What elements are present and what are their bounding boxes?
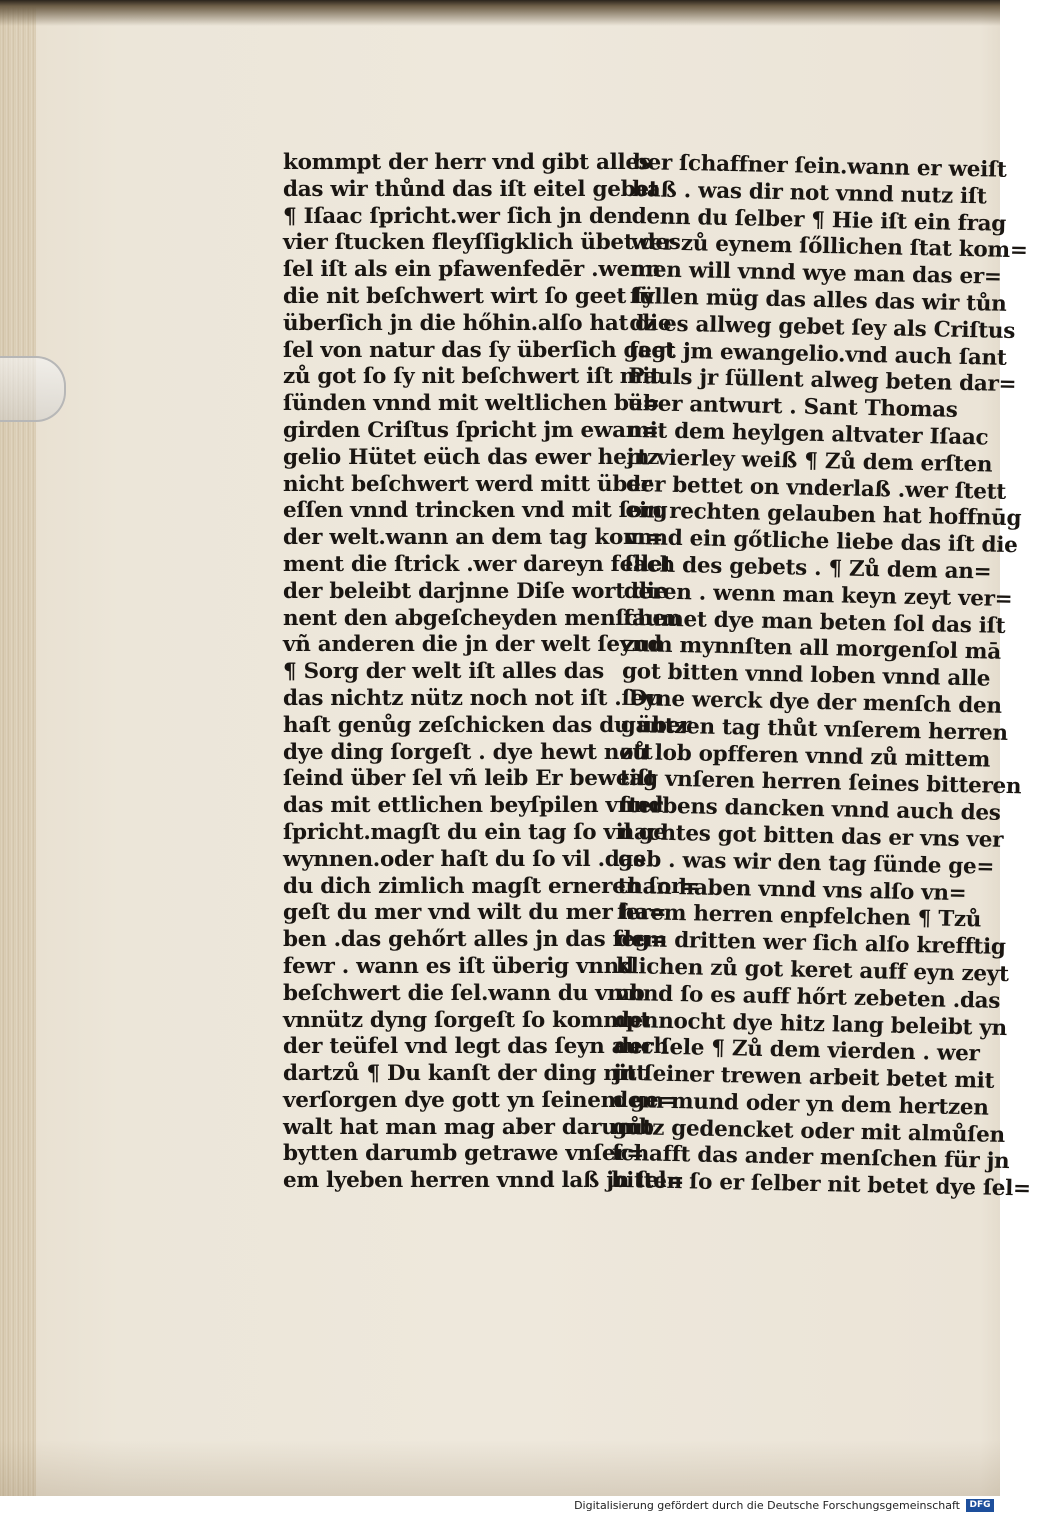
text-line: vnnd ein gőtliche liebe das iſt die: [624, 525, 1018, 559]
text-line: du dich zimlich magſt erneren ſor=: [283, 873, 700, 899]
text-line: walt hat man mag aber darumb: [283, 1114, 654, 1140]
text-line: dem mund oder yn dem hertzen: [612, 1087, 989, 1121]
text-line: nachtes got bitten das er vns ver: [618, 819, 1004, 853]
text-line: der ſele ¶ Zů dem vierden . wer: [613, 1034, 980, 1067]
text-line: vnnd ſo es auff hőrt zebeten .das: [615, 980, 1001, 1014]
text-line: überſich jn die hőhin.alſo hat die: [283, 310, 672, 336]
text-line: Pauls jr ſüllent alweg beten dar=: [627, 364, 1017, 398]
text-line: zum mynnſten all morgenſol mā: [622, 632, 1002, 666]
text-line: ſach des gebets . ¶ Zů dem an=: [624, 551, 992, 585]
text-line: ber ſchaffner ſein.wann er weiſt: [632, 150, 1007, 183]
text-line: ſaumet dye man beten ſol das iſt: [622, 605, 1006, 639]
dfg-logo: DFG: [966, 1499, 994, 1512]
text-line: gantzen tag thůt vnſerem herren: [620, 712, 1008, 746]
text-line: gůtz gedencket oder mit almůſen: [612, 1114, 1006, 1148]
text-line: gelio Hütet eüch das ewer hertz: [283, 444, 660, 470]
text-line: klichen zů got keret auff eyn zeyt: [615, 953, 1009, 987]
text-line: ſerem herren enpfelchen ¶ Tzů: [616, 900, 982, 933]
text-line: ein rechten gelauben hat hoffnūg: [625, 498, 1022, 532]
text-line: dz es allweg gebet ſey als Criſtus: [629, 310, 1016, 344]
text-line: ¶ Iſaac ſpricht.wer ſich jn den: [283, 203, 633, 229]
text-line: ſünden vnnd mit weltlichen be=: [283, 391, 660, 417]
text-line: than haben vnnd vns alſo vn=: [617, 873, 967, 906]
text-line: verſorgen dye gott yn ſeinem ge=: [283, 1087, 677, 1113]
text-line: geb . was wir den tag ſünde ge=: [617, 846, 995, 880]
text-line: der beleibt darjnne Diſe wort die: [283, 578, 668, 604]
text-line: ſeind über ſel vñ leib Er beweiſt: [283, 766, 656, 792]
text-line: die nit beſchwert wirt ſo geet ſy: [283, 283, 655, 309]
text-line: ben .das gehőrt alles jn das feg=: [283, 927, 668, 953]
text-line: vnnütz dyng ſorgeſt ſo kommpt: [283, 1007, 651, 1033]
text-line: mit dem heylgen altvater Iſaac: [626, 417, 989, 451]
text-line: denn du ſelber ¶ Hie iſt ein frag: [631, 203, 1007, 237]
text-line: ¶ Sorg der welt iſt alles das: [283, 659, 604, 685]
text-line: ſagt jm ewangelio.vnd auch ſant: [628, 337, 1007, 371]
text-line: das mit ettlichen beyſpilen vnnd: [283, 793, 664, 819]
text-line: nicht beſchwert werd mitt über: [283, 471, 652, 497]
page-edges: [0, 0, 36, 1496]
text-line: ſeyne werck dye der menſch den: [621, 685, 1002, 719]
text-line: ſel iſt als ein pfawenfedēr .wenn: [283, 257, 661, 283]
text-line: deren . wenn man keyn zeyt ver=: [623, 578, 1013, 612]
text-line: der welt.wann an dem tag kom=: [283, 525, 664, 551]
page-bottom-shade: [0, 1440, 1000, 1496]
text-line: wer zů eynem ſőllichen ſtat kom=: [630, 230, 1028, 264]
text-line: füllen müg das alles das wir tůn: [629, 283, 1007, 317]
text-line: jn vierley weiß ¶ Zů dem erſten: [626, 444, 993, 478]
text-line: der teüfel vnd legt das ſeyn auch: [283, 1034, 669, 1060]
text-line: got bitten vnnd loben vnnd alle: [621, 659, 991, 692]
page-top-shadow: [0, 0, 1000, 26]
text-line: bytten darumb getrawe vnſer=: [283, 1141, 644, 1167]
text-line: ment die ſtrick .wer dareyn fellet: [283, 551, 672, 577]
text-line: em lyeben herren vnnd laß jn ſel=: [283, 1168, 685, 1194]
text-line: bitten ſo er ſelber nit betet dye ſel=: [611, 1168, 1031, 1202]
text-line: ſchafft das ander menſchen für jn: [611, 1141, 1010, 1175]
text-line: dartzů ¶ Du kanſt der ding nitt: [283, 1061, 646, 1087]
text-line: ſpricht.magſt du ein tag ſo vil ge: [283, 819, 667, 845]
text-line: girden Criſtus ſpricht jm ewan=: [283, 417, 659, 443]
text-line: vier ſtucken fleyſſigklich übet.des: [283, 230, 681, 256]
text-line: eſſen vnnd trincken vnd mit ſorg: [283, 498, 668, 524]
text-line: fewr . wann es iſt überig vnnd: [283, 953, 634, 979]
text-line: nent den abgeſcheyden menſchen: [283, 605, 682, 631]
text-line: dennocht dye hitz lang beleibt yn: [614, 1007, 1008, 1041]
text-column-right: [611, 150, 1031, 1202]
footer-credit: Digitalisierung gefördert durch die Deutsche Forschungsgemeinschaft: [574, 1499, 960, 1512]
text-line: dye ding ſorgeſt . dye hewt nott: [283, 739, 653, 765]
text-line: geſt du mer vnd wilt du mer ha=: [283, 900, 667, 926]
text-line: der bettet on vnderlaß .wer ſtett: [625, 471, 1007, 505]
text-line: men will vnnd wye man das er=: [630, 257, 1002, 290]
text-line: das nichtz nütz noch not iſt . Du: [283, 685, 663, 711]
text-column-left: [283, 150, 700, 1195]
book-clip: [0, 356, 66, 422]
text-line: tag vnſeren herren ſeines bitteren: [619, 766, 1022, 800]
footer-bar: [0, 1496, 1000, 1516]
text-line: dem dritten wer ſich alſo krefftig: [616, 926, 1006, 961]
text-line: beſchwert die ſel.wann du vmb: [283, 980, 645, 1006]
text-line: wynnen.oder haſt du ſo vil .das: [283, 846, 645, 872]
text-line: zů got ſo ſy nit beſchwert iſt mit: [283, 364, 660, 390]
text-line: jn ſeiner trewen arbeit betet mit: [613, 1060, 995, 1094]
text-line: das wir thůnd das iſt eitel gebet: [283, 176, 659, 202]
text-line: kommpt der herr vnd gibt alles: [283, 150, 651, 175]
text-line: ſel von natur das ſy überſich geet: [283, 337, 675, 363]
text-line: vñ anderen die jn der welt ſeynd: [283, 632, 663, 658]
text-line: haſt genůg zeſchicken das du über: [283, 712, 692, 738]
text-line: ſterbens dancken vnnd auch des: [619, 792, 1001, 826]
text-line: zů lob opfferen vnnd zů mittem: [620, 739, 991, 773]
text-line: baß . was dir not vnnd nutz iſt: [631, 176, 987, 210]
text-line: über antwurt . Sant Thomas: [627, 391, 958, 424]
